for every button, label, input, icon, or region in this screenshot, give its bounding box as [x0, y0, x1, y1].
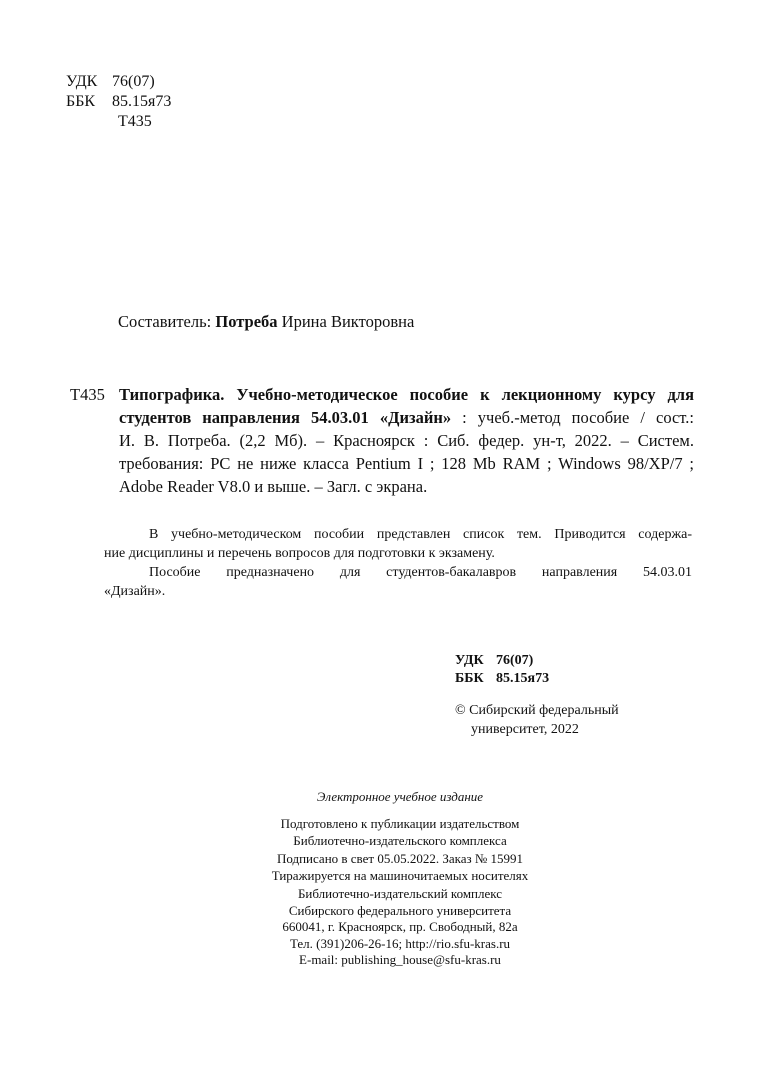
- publisher-line-1: Библиотечно-издательский комплекс: [297, 886, 503, 901]
- record-line-5: Adobe Reader V8.0 и выше. – Загл. с экрана.: [119, 477, 428, 496]
- signed-line: Подписано в свет 05.05.2022. Заказ № 15991: [276, 851, 524, 866]
- edition-type: [0, 789, 764, 806]
- author-mark: Т435: [118, 113, 152, 130]
- right-udk-label: УДК: [455, 653, 484, 668]
- bbk-row: [66, 92, 171, 112]
- prepared-line-2: Библиотечно-издательского комплекса: [293, 832, 507, 848]
- record-line-2-rest: : учеб.-метод пособие / сост.:: [451, 408, 694, 427]
- right-bbk-row: [455, 670, 549, 688]
- abstract-p1-line2: ние дисциплины и перечень вопросов для подготовки к экзамену.: [104, 546, 495, 561]
- abstract: [104, 525, 692, 601]
- publisher-phone: Тел. (391)206-26-16; http://rio.sfu-kras.ru: [289, 935, 511, 951]
- right-udk-row: [455, 652, 549, 670]
- prepared-block: [0, 816, 764, 849]
- record-title-1: Типографика. Учебно-методическое пособие к лекционному курсу для: [119, 385, 694, 404]
- compiler-label: Составитель:: [118, 312, 212, 331]
- record-line-1: [119, 383, 694, 406]
- abstract-p1-line1: В учебно-методическом пособии представлен список тем. Приводится содержа-: [149, 527, 692, 542]
- publisher-line-2: Сибирского федерального университета: [288, 902, 512, 918]
- udk-value: 76(07): [112, 73, 155, 90]
- publisher-address: 660041, г. Красноярск, пр. Свободный, 82а: [282, 919, 518, 934]
- publication-block: [0, 851, 764, 884]
- compiler-surname: Потреба: [215, 312, 278, 331]
- right-classification-codes: [455, 652, 549, 688]
- right-bbk-label: ББК: [455, 671, 484, 686]
- copyright-notice: [455, 701, 619, 739]
- record-title-2: студентов направления 54.03.01 «Дизайн»: [119, 408, 452, 427]
- right-udk-value: 76(07): [496, 653, 534, 668]
- bibliographic-record: [70, 383, 694, 498]
- compiler-line: [118, 312, 414, 332]
- prepared-line-1: Подготовлено к публикации издательством: [280, 816, 520, 831]
- right-bbk-value: 85.15я73: [496, 671, 550, 686]
- replicated-line: Тиражируется на машиночитаемых носителях: [271, 867, 529, 883]
- publisher-block: [0, 886, 764, 969]
- copyright-line-2: университет, 2022: [471, 722, 579, 737]
- record-code: Т435: [70, 385, 105, 404]
- edition-type-text: Электронное учебное издание: [316, 789, 484, 804]
- record-line-4: требования: PC не ниже класса Pentium I ; 128 Mb RAM ; Windows 98/XP/7 ;: [119, 454, 694, 473]
- publisher-email: E-mail: publishing_house@sfu-kras.ru: [299, 952, 501, 967]
- abstract-p2-line2: «Дизайн».: [104, 584, 166, 599]
- copyright-line-1: © Сибирский федеральный: [455, 703, 619, 718]
- compiler-name: Ирина Викторовна: [281, 312, 415, 331]
- bbk-label: ББК: [66, 93, 96, 110]
- udk-label: УДК: [66, 73, 98, 90]
- bbk-value: 85.15я73: [112, 93, 172, 110]
- record-text: [119, 383, 694, 498]
- record-line-2: [119, 406, 694, 429]
- udk-row: [66, 72, 171, 92]
- classification-codes: [66, 72, 171, 132]
- record-line-3: И. В. Потреба. (2,2 Мб). – Красноярск : Сиб. федер. ун-т, 2022. – Систем.: [119, 431, 694, 450]
- abstract-p2-line1: Пособие предназначено для студентов-бакалавров направления 54.03.01: [149, 565, 692, 580]
